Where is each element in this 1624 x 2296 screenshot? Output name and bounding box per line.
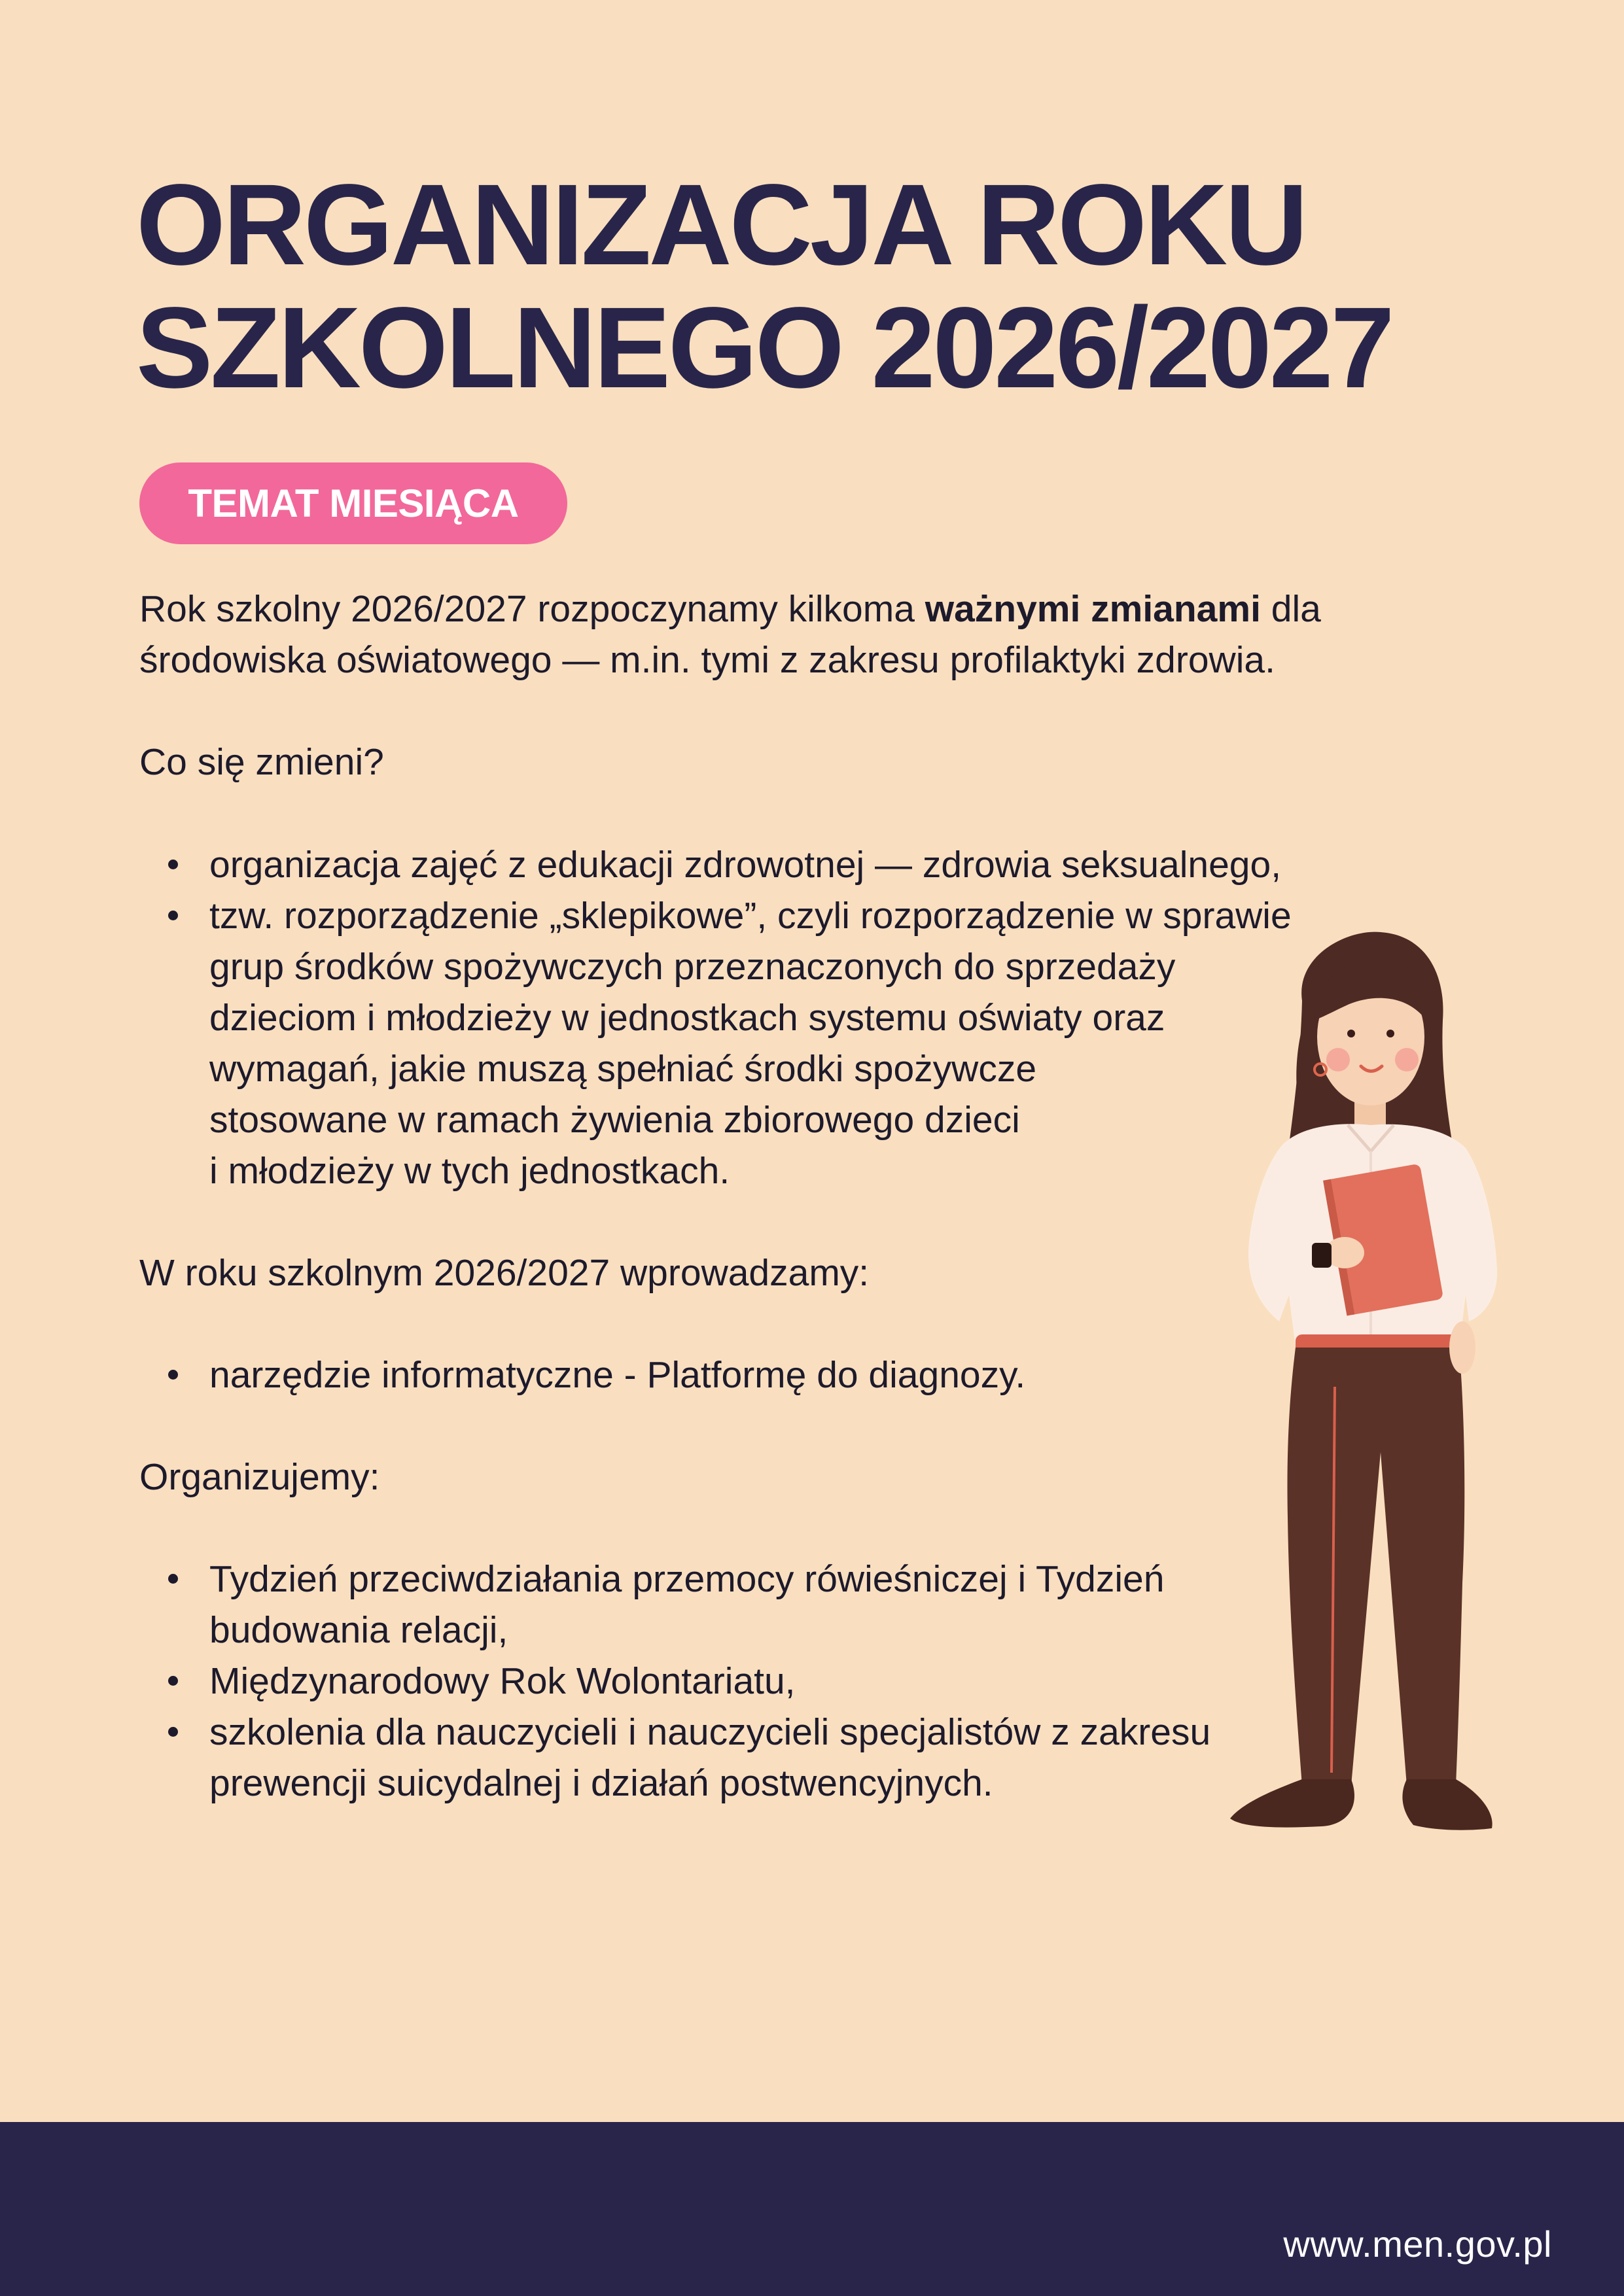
list-item-line: stosowane w ramach żywienia zbiorowego dzieci (209, 1099, 1020, 1141)
shoe-right-shape (1402, 1779, 1492, 1830)
list-item (0, 1554, 1210, 1656)
introduce-heading-text: W roku szkolnym 2026/2027 wprowadzamy: (139, 1252, 870, 1294)
introduce-heading (139, 1247, 1383, 1298)
intro-line-1 (139, 583, 1383, 635)
list-item-line: grup środków spożywczych przeznaczonych do sprzedaży (209, 946, 1176, 988)
intro-text-end: dla (1260, 588, 1321, 630)
bullet-icon (168, 860, 178, 869)
list-item-line: dzieciom i młodzieży w jednostkach systemu oświaty oraz (209, 997, 1165, 1039)
organize-heading-text: Organizujemy: (139, 1456, 380, 1498)
list-item (0, 839, 1292, 890)
list-item-line: prewencji suicydalnej i działań postwencyjnych. (209, 1762, 993, 1804)
list-item-line: tzw. rozporządzenie „sklepikowe”, czyli rozporządzenie w sprawie (209, 895, 1292, 937)
bullet-icon (168, 1574, 178, 1584)
topic-badge: TEMAT MIESIĄCA (139, 462, 567, 544)
bullet-icon (168, 1370, 178, 1380)
list-item-line: i młodzieży w tych jednostkach. (209, 1150, 730, 1192)
eye-left-shape (1347, 1030, 1355, 1037)
introduce-list (0, 1349, 1025, 1400)
bullet-icon (168, 1676, 178, 1686)
changes-list (0, 839, 1292, 1196)
intro-line-2: środowiska oświatowego — m.in. tymi z zakresu profilaktyki zdrowia. (139, 639, 1275, 681)
title-line-2: SZKOLNEGO 2026/2027 (136, 284, 1392, 412)
list-item-line: wymagań, jakie muszą spełniać środki spożywcze (209, 1048, 1037, 1090)
woman-illustration (1204, 929, 1531, 1877)
organize-heading (139, 1452, 1383, 1503)
list-item (0, 1656, 1210, 1707)
list-item (0, 890, 1292, 1196)
list-item-line: organizacja zajęć z edukacji zdrowotnej — zdrowia seksualnego, (209, 844, 1282, 886)
list-item-line: narzędzie informatyczne - Platformę do diagnozy. (209, 1354, 1026, 1396)
watch-shape (1312, 1243, 1332, 1268)
title-line-1: ORGANIZACJA ROKU (136, 161, 1306, 289)
intro-bold-phrase: ważnymi zmianami (925, 588, 1261, 630)
shoe-left-shape (1230, 1779, 1354, 1828)
eye-right-shape (1386, 1030, 1394, 1037)
trousers-shape (1288, 1348, 1465, 1786)
footer-bar (0, 2122, 1624, 2296)
intro-text-start: Rok szkolny 2026/2027 rozpoczynamy kilkoma (139, 588, 925, 630)
organize-list (0, 1554, 1210, 1809)
list-item (0, 1349, 1025, 1400)
list-item (0, 1707, 1210, 1809)
changes-heading (139, 737, 1383, 788)
blush-right-shape (1395, 1048, 1419, 1071)
blush-left-shape (1326, 1048, 1350, 1071)
bullet-icon (168, 1727, 178, 1737)
list-item-line: szkolenia dla nauczycieli i nauczycieli specjalistów z zakresu (209, 1711, 1211, 1753)
list-item-line: budowania relacji, (209, 1609, 508, 1651)
website-link[interactable]: www.men.gov.pl (1283, 2223, 1552, 2265)
list-item-line: Międzynarodowy Rok Wolontariatu, (209, 1660, 796, 1702)
bullet-icon (168, 911, 178, 920)
list-item-line: Tydzień przeciwdziałania przemocy rówieśniczej i Tydzień (209, 1558, 1165, 1600)
intro-paragraph (139, 583, 1383, 686)
pocket-hand-shape (1449, 1321, 1475, 1374)
page-title (136, 161, 1392, 412)
changes-heading-text: Co się zmieni? (139, 741, 384, 783)
